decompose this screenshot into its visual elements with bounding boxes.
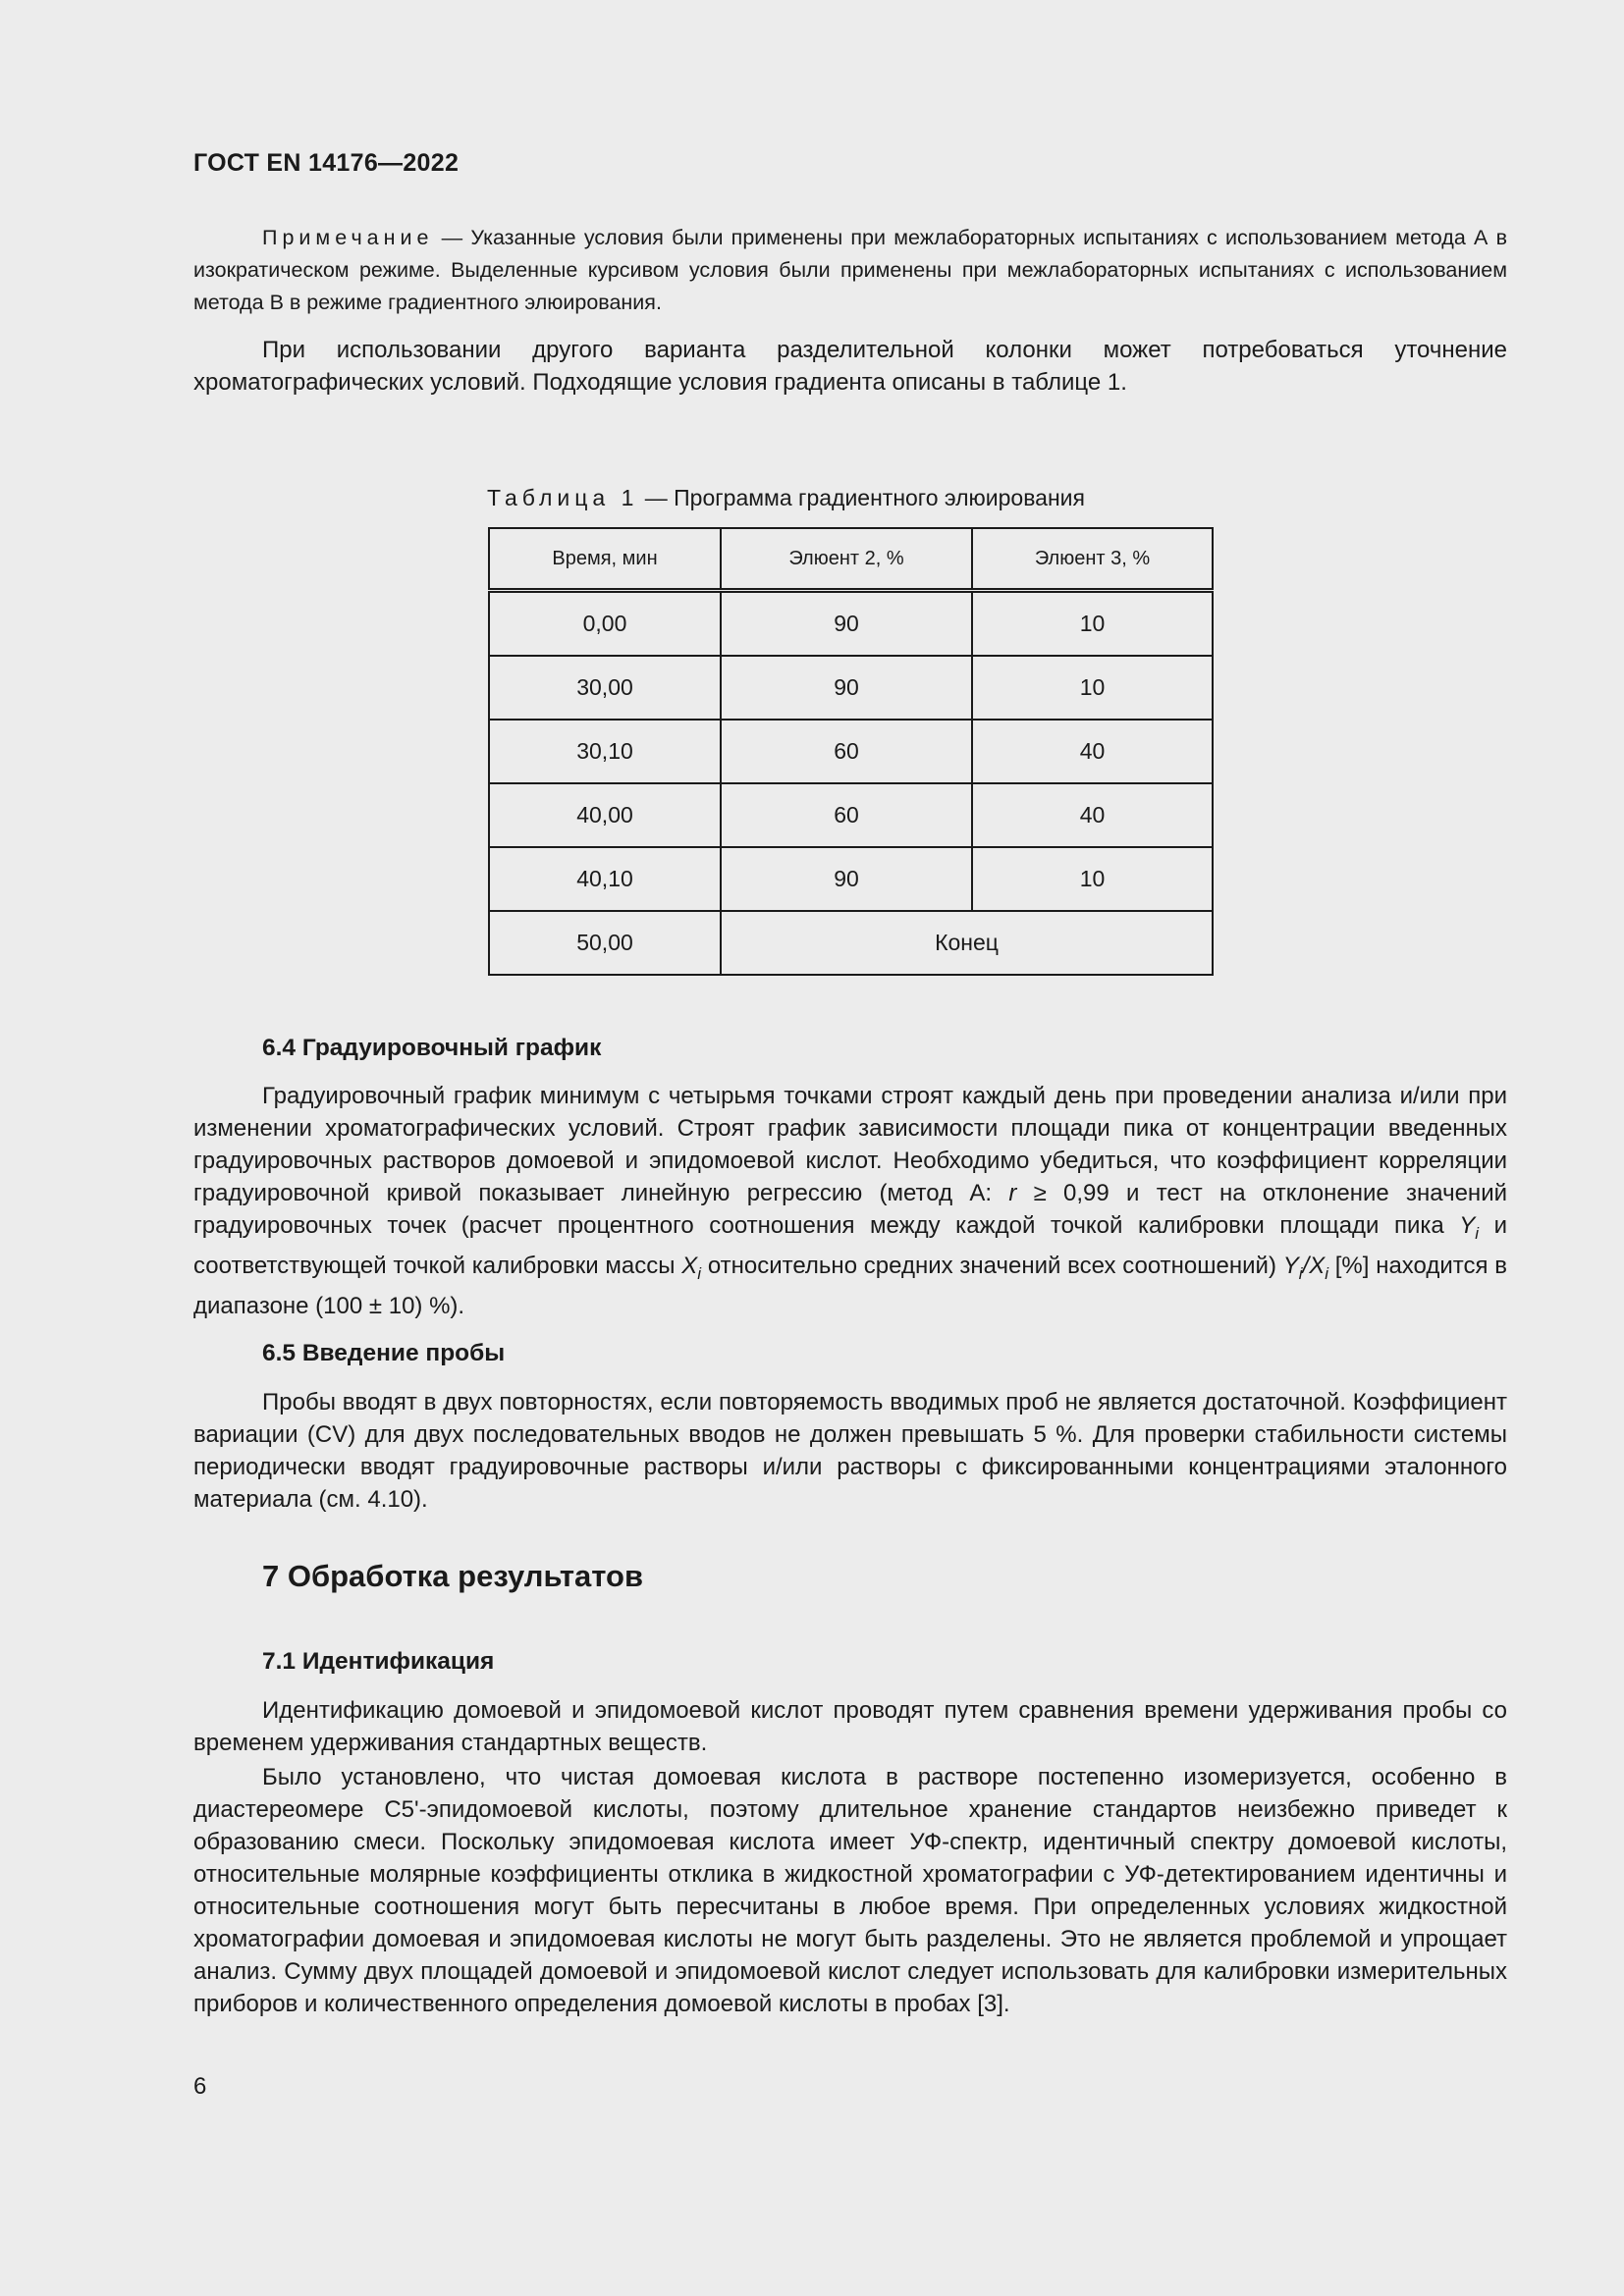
- section-6-5-paragraph: Пробы вводят в двух повторностях, если повторяемость вводимых проб не является достаточной. Коэффициент вариации (CV) для двух последовательных вводов не должен превышать 5 %. Для проверки стабильности системы периодически вводят градуировочные растворы и/или растворы с фиксированными концентрациями эталонного материала (см. 4.10).: [193, 1389, 1507, 1513]
- text-run: и соответствующей точкой калибровки массы: [193, 1212, 1507, 1279]
- section-6-4-paragraph: [193, 1080, 1507, 1322]
- text-run: ≥ 0,99 и тест на отклонение значений градуировочных точек (расчет процентного соотношения между каждой точкой калибровки площади пика: [193, 1180, 1508, 1239]
- table-row: [489, 847, 1213, 911]
- cell-eluent-3: 10: [972, 656, 1213, 720]
- intro-paragraph: При использовании другого варианта разделительной колонки может потребоваться уточнение хроматографических условий. Подходящие условия градиента описаны в таблице 1.: [193, 337, 1507, 396]
- cell-eluent-2: 60: [721, 720, 972, 783]
- subscript-i: i: [1325, 1263, 1328, 1283]
- cell-eluent-2: 90: [721, 591, 972, 657]
- cell-time: 30,00: [489, 656, 721, 720]
- cell-eluent-2: 90: [721, 847, 972, 911]
- cell-eluent-2: 90: [721, 656, 972, 720]
- text-run: Градуировочный график минимум с четырьмя точками строят каждый день при проведении анализа и/или при изменении хроматографических условий. Строят график зависимости площади пика от концентрации введенных градуировочных растворов домоевой и эпидомоевой кислот. Необходимо убедиться, что коэффициент корреляции градуировочной кривой показывает линейную регрессию (метод А:: [193, 1083, 1507, 1206]
- gradient-table: [488, 527, 1214, 976]
- symbol-y: Y: [1282, 1252, 1299, 1279]
- section-7-1-heading: 7.1 Идентификация: [262, 1648, 495, 1675]
- section-7-1-paragraph-1: Идентификацию домоевой и эпидомоевой кислот проводят путем сравнения времени удерживания пробы со временем удерживания стандартных веществ.: [193, 1697, 1507, 1756]
- column-header-eluent-2: Элюент 2, %: [721, 528, 972, 591]
- note-text: — Указанные условия были применены при межлабораторных испытаниях с использованием метода А в изократическом режиме. Выделенные курсивом условия были применены при межлабораторных испытаниях с использованием метода В в режиме градиентного элюирования.: [193, 226, 1507, 314]
- cell-eluent-3: 40: [972, 720, 1213, 783]
- table-row: [489, 656, 1213, 720]
- symbol-x: X: [1309, 1252, 1326, 1279]
- symbol-x: X: [681, 1252, 698, 1279]
- slash: /: [1302, 1252, 1310, 1279]
- table-caption-label: Таблица 1: [487, 485, 639, 510]
- cell-time: 40,00: [489, 783, 721, 847]
- cell-time: 40,10: [489, 847, 721, 911]
- symbol-y: Y: [1459, 1212, 1476, 1239]
- cell-end: Конец: [721, 911, 1213, 975]
- cell-eluent-3: 40: [972, 783, 1213, 847]
- section-7-heading: 7 Обработка результатов: [262, 1559, 644, 1593]
- cell-time: 30,10: [489, 720, 721, 783]
- section-7-1-paragraph-2: Было установлено, что чистая домоевая кислота в растворе постепенно изомеризуется, особенно в диастереомере C5'-эпидомоевой кислоты, поэтому длительное хранение стандартов неизбежно приведет к образованию смеси. Поскольку эпидомоевая кислота имеет УФ-спектр, идентичный спектру домоевой кислоты, относительные молярные коэффициенты отклика в жидкостной хроматографии с УФ-детектированием идентичны и относительные соотношения могут быть пересчитаны в любое время. При определенных условиях жидкостной хроматографии домоевая и эпидомоевая кислоты не могут быть разделены. Это не является проблемой и упрощает анализ. Сумму двух площадей домоевой и эпидомоевой кислот следует использовать для калибровки измерительных приборов и количественного определения домоевой кислоты в пробах [3].: [193, 1764, 1507, 2017]
- document-header: ГОСТ EN 14176—2022: [193, 149, 460, 177]
- subscript-i: i: [1298, 1263, 1303, 1283]
- table-row: [489, 720, 1213, 783]
- text-run: относительно средних значений всех соотношений): [701, 1252, 1283, 1279]
- table-header-row: [489, 528, 1213, 591]
- section-6-4-heading: 6.4 Градуировочный график: [262, 1035, 602, 1061]
- cell-time: 0,00: [489, 591, 721, 657]
- section-6-5-heading: 6.5 Введение пробы: [262, 1340, 506, 1366]
- cell-time: 50,00: [489, 911, 721, 975]
- text-run: [%] находится в диапазоне (100 ± 10) %).: [193, 1252, 1508, 1319]
- note-label: Примечание: [262, 226, 434, 249]
- column-header-eluent-3: Элюент 3, %: [972, 528, 1213, 591]
- table-row: [489, 591, 1213, 657]
- subscript-i: i: [697, 1263, 702, 1283]
- table-caption-text: — Программа градиентного элюирования: [638, 485, 1085, 510]
- page-number: 6: [193, 2073, 207, 2100]
- subscript-i: i: [1475, 1223, 1480, 1243]
- cell-eluent-3: 10: [972, 591, 1213, 657]
- symbol-r: r: [1008, 1180, 1017, 1206]
- table-row-end: [489, 911, 1213, 975]
- table-caption: [487, 485, 1085, 511]
- cell-eluent-2: 60: [721, 783, 972, 847]
- table-row: [489, 783, 1213, 847]
- note-paragraph: [193, 222, 1507, 319]
- column-header-time: Время, мин: [489, 528, 721, 591]
- cell-eluent-3: 10: [972, 847, 1213, 911]
